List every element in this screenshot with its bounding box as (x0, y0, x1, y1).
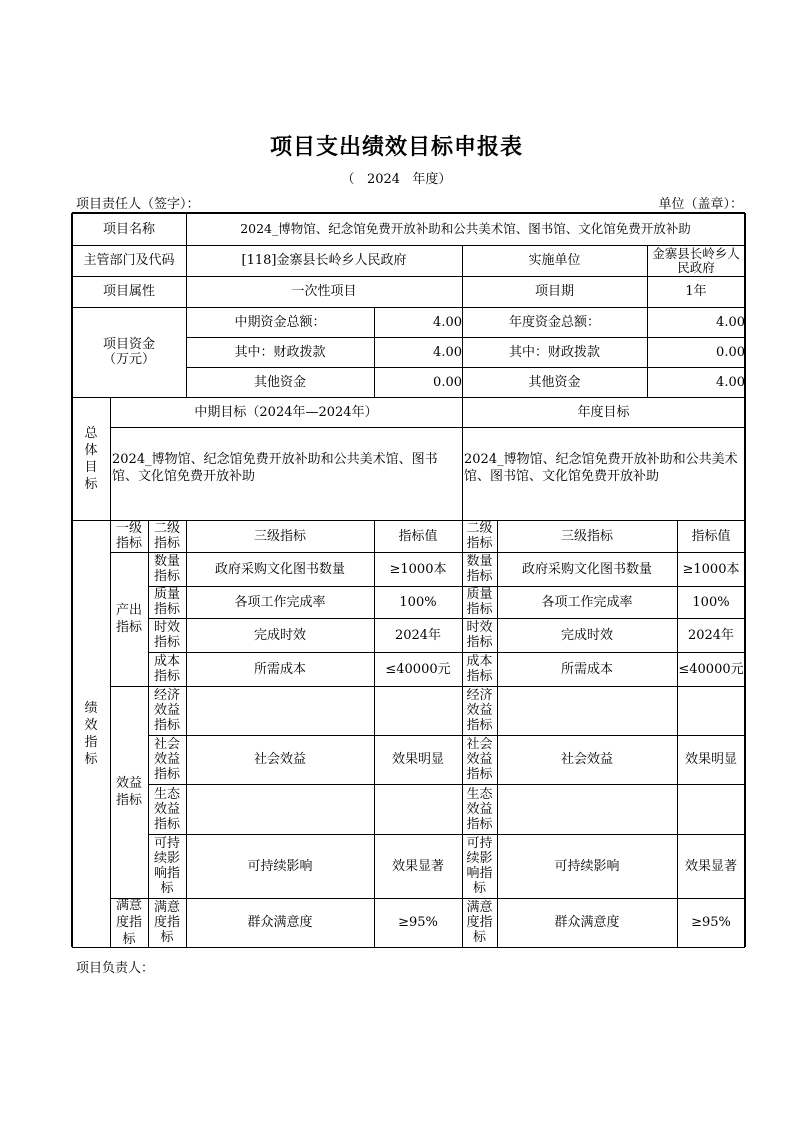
indicator-level3: 各项工作完成率 (234, 594, 326, 610)
indicator-level2-right: 数量 指标 (466, 554, 493, 584)
header-value: 指标值 (398, 528, 438, 544)
project-name-value: 2024_博物馆、纪念馆免费开放补助和公共美术馆、图书馆、文化馆免费开放补助 (240, 221, 691, 236)
indicator-value-right: ≤40000元 (678, 661, 744, 677)
header-value-right: 指标值 (691, 528, 731, 544)
indicator-level2: 可持 续影 响指 标 (153, 836, 180, 896)
indicator-value-right: 2024年 (687, 627, 735, 643)
indicator-value-right: ≥1000本 (682, 561, 740, 577)
impl-unit-label: 实施单位 (528, 253, 581, 268)
header-level2: 二级 指标 (153, 521, 180, 551)
indicator-value: 效果明显 (391, 752, 444, 767)
project-period-label: 项目期 (534, 284, 574, 299)
year-total-value: 4.00 (716, 314, 745, 330)
project-name-label: 项目名称 (102, 221, 155, 237)
impl-unit-value: 金寨县长岭乡人民政府 (652, 245, 740, 275)
responsible-signature-label: 项目责任人（签字）： (76, 197, 200, 212)
indicator-value-right: ≥95% (691, 915, 731, 930)
benefit-indicator-label: 效益 指标 (115, 776, 142, 808)
unit-seal-label: 单位（盖章）： (658, 197, 743, 212)
indicator-level2: 满意 度指 标 (153, 900, 180, 945)
indicator-value (374, 784, 462, 834)
satisfaction-indicator-label: 满意 度指 标 (115, 898, 142, 947)
indicator-level3: 群众满意度 (247, 915, 313, 930)
indicator-level2-right: 满意 度指 标 (466, 900, 493, 945)
mid-fiscal-value: 4.00 (433, 344, 462, 360)
indicator-level3-right: 社会效益 (560, 752, 613, 767)
indicator-level2: 社会 效益 指标 (153, 737, 180, 782)
mid-fiscal-label: 其中：财政拨款 (234, 344, 326, 360)
project-attr-label: 项目属性 (102, 284, 155, 299)
indicator-level3-right: 可持续影响 (554, 858, 620, 874)
indicator-level2: 时效 指标 (153, 620, 180, 650)
indicator-level3-right: 完成时效 (560, 627, 613, 643)
year-fiscal-label: 其中：财政拨款 (508, 344, 600, 360)
indicator-level2-right: 经济 效益 指标 (466, 688, 493, 733)
indicator-level2-right: 成本 指标 (466, 654, 493, 684)
mid-total-value: 4.00 (433, 314, 462, 330)
header-level2-right: 二级 指标 (466, 521, 493, 551)
indicator-level2: 质量 指标 (153, 587, 180, 617)
indicator-level2-right: 生态 效益 指标 (466, 786, 493, 832)
indicator-level3-right (497, 784, 677, 834)
indicator-level2: 生态 效益 指标 (153, 786, 180, 832)
indicator-level2: 数量 指标 (153, 554, 180, 584)
output-indicator-label: 产出 指标 (115, 603, 142, 635)
indicator-level2-right: 时效 指标 (466, 620, 493, 650)
document-title: 项目支出绩效目标申报表 (269, 135, 523, 160)
indicator-level3-right: 政府采购文化图书数量 (521, 561, 652, 577)
project-period-value: 1年 (685, 284, 707, 299)
indicator-value: ≤40000元 (385, 661, 451, 677)
performance-label: 绩 效 指 标 (84, 700, 98, 767)
project-leader-label: 项目负责人： (76, 961, 155, 976)
year-total-label: 年度资金总额： (508, 314, 600, 330)
year-line: （ 2024 年度） (341, 172, 452, 187)
indicator-level2-right: 质量 指标 (466, 587, 493, 617)
indicator-level2-right: 社会 效益 指标 (466, 737, 493, 782)
indicator-value-right: 效果显著 (684, 858, 737, 874)
indicator-level3-right (497, 686, 677, 735)
indicator-level2: 成本 指标 (153, 654, 180, 684)
indicator-level2-right: 可持 续影 响指 标 (466, 836, 493, 896)
mid-goal-header: 中期目标（2024年—2024年） (194, 404, 378, 420)
indicator-value-right (677, 686, 745, 735)
indicator-value-right: 效果明显 (684, 752, 737, 767)
indicator-level3-right: 群众满意度 (554, 915, 620, 930)
indicator-level3 (186, 686, 374, 735)
indicator-level3-right: 所需成本 (560, 661, 613, 677)
year-other-label: 其他资金 (528, 374, 581, 390)
indicator-level3: 社会效益 (253, 752, 306, 767)
indicator-value: ≥1000本 (389, 561, 447, 577)
dept-value: [118]金寨县长岭乡人民政府 (241, 253, 407, 268)
year-fiscal-value: 0.00 (716, 344, 745, 360)
indicator-level3: 可持续影响 (247, 858, 313, 874)
indicator-level3: 政府采购文化图书数量 (214, 561, 345, 577)
indicator-level3: 完成时效 (253, 627, 306, 643)
project-attr-value: 一次性项目 (291, 284, 357, 299)
indicator-level3: 所需成本 (253, 661, 306, 677)
indicator-value: 100% (399, 594, 437, 610)
indicator-level3-right: 各项工作完成率 (541, 594, 633, 610)
indicator-value: 2024年 (394, 627, 442, 643)
indicator-level3 (186, 784, 374, 834)
mid-other-label: 其他资金 (253, 374, 306, 390)
funds-label: 项目资金 （万元） (102, 337, 155, 367)
header-level3: 三级指标 (253, 528, 306, 544)
mid-other-value: 0.00 (433, 374, 462, 390)
indicator-value-right (677, 784, 745, 834)
header-level3-right: 三级指标 (560, 528, 613, 544)
indicator-value-right: 100% (692, 594, 730, 610)
indicator-value: 效果显著 (391, 858, 444, 874)
indicator-value: ≥95% (398, 915, 438, 930)
overall-goal-label: 总 体 目 标 (84, 425, 98, 492)
indicator-level2: 经济 效益 指标 (153, 688, 180, 733)
header-level1: 一级 指标 (115, 521, 142, 551)
year-goal-text: 2024_博物馆、纪念馆免费开放补助和公共美术馆、图书馆、文化馆免费开放补助 (464, 452, 738, 484)
mid-total-label: 中期资金总额： (234, 314, 326, 330)
year-goal-header: 年度目标 (577, 404, 630, 420)
indicator-value (374, 686, 462, 735)
year-other-value: 4.00 (716, 374, 745, 390)
dept-label: 主管部门及代码 (83, 253, 175, 268)
mid-goal-text: 2024_博物馆、纪念馆免费开放补助和公共美术馆、图书馆、文化馆免费开放补助 (112, 452, 438, 484)
